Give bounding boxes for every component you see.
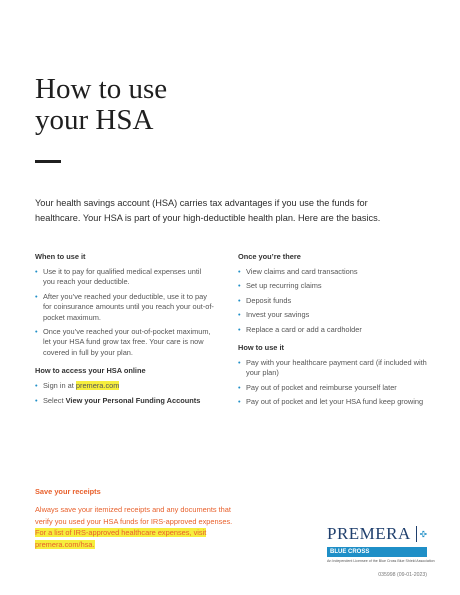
receipts-body: Always save your itemized receipts and any documents that verify you used your HSA funds for IRS-approved expenses. For a list of IRS-approved healthcare expenses, visit premera.com/hsa. (35, 505, 233, 549)
funding-accounts-label: View your Personal Funding Accounts (65, 395, 201, 405)
list-item: • Select View your Personal Funding Accounts (35, 395, 201, 405)
premera-logo (327, 524, 435, 564)
title-line-1: How to use (35, 73, 168, 105)
bullet-icon: • (238, 397, 241, 407)
list-item: • Set up recurring claims (238, 281, 322, 291)
blue-cross-band: BLUE CROSS (327, 547, 427, 557)
once-there-list (238, 267, 428, 335)
once-there-heading: Once you’re there (238, 252, 301, 261)
logo-wordmark: PREMERA (327, 524, 411, 543)
list-item: • Pay out of pocket and reimburse yourself later (238, 382, 397, 392)
irs-list-text: For a list of IRS-approved healthcare expenses, (35, 528, 194, 537)
bullet-icon: • (238, 295, 241, 305)
receipts-section (35, 487, 235, 550)
bullet-icon: • (238, 267, 241, 276)
list-item: • Use it to pay for qualified medical expenses until you reach your deductible. (35, 267, 202, 287)
page-title (35, 74, 167, 136)
bullet-icon: • (238, 281, 241, 291)
bullet-icon: • (238, 310, 241, 320)
when-to-use-heading: When to use it (35, 252, 86, 261)
access-heading: How to access your HSA online (35, 366, 146, 376)
list-item: • Once you’ve reached your out-of-pocket maximum, let your HSA fund grow tax free. Your care is now covered in full by your plan. (35, 327, 211, 357)
when-to-use-list (35, 267, 215, 358)
title-divider (35, 160, 61, 163)
logo-wordmark-row (327, 524, 427, 544)
how-to-use-list (238, 358, 428, 408)
right-column (238, 252, 428, 416)
list-item: • View claims and card transactions (238, 267, 358, 276)
list-item: • Sign in at premera.com (35, 381, 120, 391)
bullet-icon: • (35, 291, 38, 301)
bullet-icon: • (35, 327, 38, 337)
receipts-heading: Save your receipts (35, 487, 101, 496)
title-line-2: your HSA (35, 104, 154, 136)
list-item: • After you’ve reached your deductible, use it to pay for coinsurance amounts until you reach your out-of-pocket maximum. (35, 291, 214, 322)
bullet-icon: • (35, 381, 38, 391)
intro-paragraph: Your health savings account (HSA) carries tax advantages if you use the funds for healthcare. Your HSA is part of your high-deductible health plan. Here are the basics. (35, 198, 381, 223)
premera-link[interactable]: premera.com (75, 381, 120, 391)
list-item: • Invest your savings (238, 310, 310, 320)
bullet-icon: • (238, 358, 241, 368)
bullet-icon: • (35, 395, 38, 405)
how-to-use-heading: How to use it (238, 343, 284, 353)
list-item: • Pay with your healthcare payment card (if included with your plan) (238, 358, 427, 378)
bullet-icon: • (238, 324, 241, 334)
blue-cross-shield-icon (420, 527, 427, 541)
licensee-text: An Independent Licensee of the Blue Cross Blue Shield Association (327, 559, 435, 563)
bullet-icon: • (35, 267, 38, 276)
access-list (35, 381, 215, 406)
list-item: • Deposit funds (238, 295, 292, 305)
document-code: 035998 (09-01-2023) (378, 572, 427, 578)
left-column (35, 252, 215, 414)
premera-hsa-link[interactable]: visit premera.com/hsa. (35, 528, 207, 549)
list-item: • Replace a card or add a cardholder (238, 324, 362, 334)
list-item: • Pay out of pocket and let your HSA fund keep growing (238, 397, 424, 407)
bullet-icon: • (238, 382, 241, 392)
